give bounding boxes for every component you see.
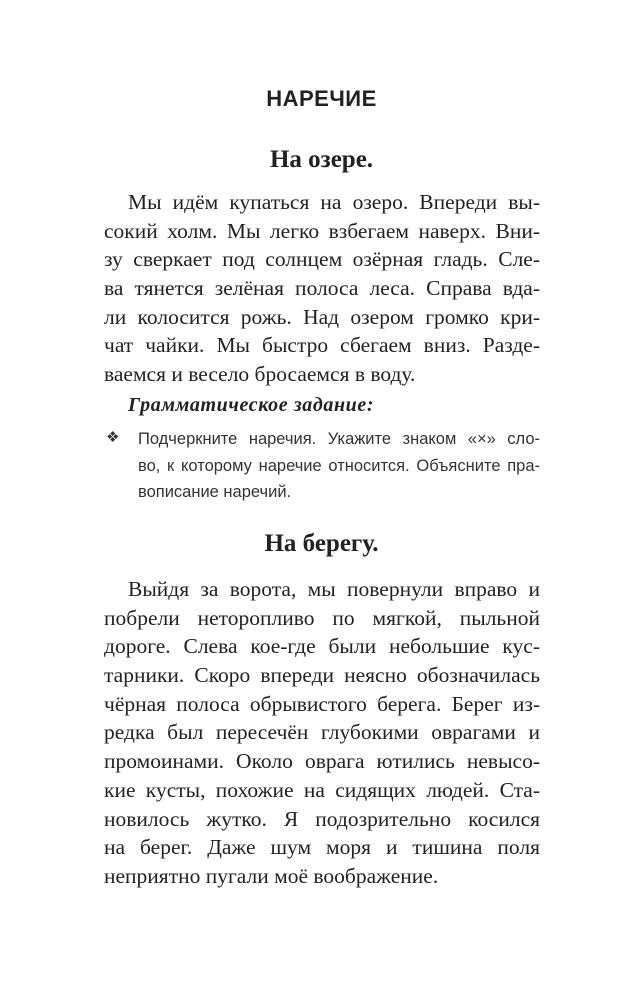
- text-line: ваемся и весело бросаемся в воду.: [104, 362, 416, 387]
- section-heading-lake: На озере.: [269, 146, 374, 173]
- section-heading-shore: На берегу.: [264, 530, 379, 557]
- task-line: во, к которому наречие относится. Объясните пра-: [138, 456, 540, 475]
- text-line: чат чайки. Мы быстро сбегаем вниз. Разде-: [104, 333, 540, 358]
- task-item: [104, 426, 540, 506]
- task-line: вописание наречий.: [138, 483, 292, 501]
- text-line: дороге. Слева кое-где были небольшие кус-: [104, 634, 540, 659]
- paragraph-lake: [104, 188, 540, 389]
- text-line: промоинами. Около оврага ютились невысо-: [104, 749, 540, 774]
- text-line: новилось жутко. Я подозрительно косился: [104, 806, 540, 831]
- task-line: Подчеркните наречия. Укажите знаком «×» сло-: [138, 430, 540, 448]
- text-line: тарники. Скоро впереди неясно обозначилась: [104, 663, 540, 688]
- text-line: на берег. Даже шум моря и тишина поля: [104, 835, 540, 860]
- text-line: неприятно пугали моё воображение.: [104, 863, 439, 888]
- text-line: сокий холм. Мы легко взбегаем наверх. Вни-: [104, 218, 540, 243]
- text-line: чёрная полоса обрывистого берега. Берег из-: [104, 691, 540, 716]
- diamond-dots-icon: ❖: [106, 429, 120, 446]
- text-line: ли колосится рожь. Над озером громко кри-: [104, 304, 540, 329]
- text-line: редка был пересечён глубокими оврагами и: [104, 720, 540, 745]
- text-line: кие кусты, похожие на сидящих людей. Ста-: [104, 777, 540, 802]
- paragraph-shore: [104, 575, 540, 891]
- text-line: ва тянется зелёная полоса леса. Справа вда-: [104, 276, 540, 301]
- text-line: Мы идём купаться на озеро. Впереди вы-: [128, 190, 540, 214]
- text-line: зу сверкает под солнцем озёрная гладь. Сле-: [104, 247, 540, 272]
- text-line: побрели неторопливо по мягкой, пыльной: [104, 605, 540, 630]
- task-heading: Грамматическое задание:: [128, 394, 375, 416]
- text-line: Выйдя за ворота, мы повернули вправо и: [128, 577, 540, 601]
- page-title: НАРЕЧИЕ: [266, 86, 377, 111]
